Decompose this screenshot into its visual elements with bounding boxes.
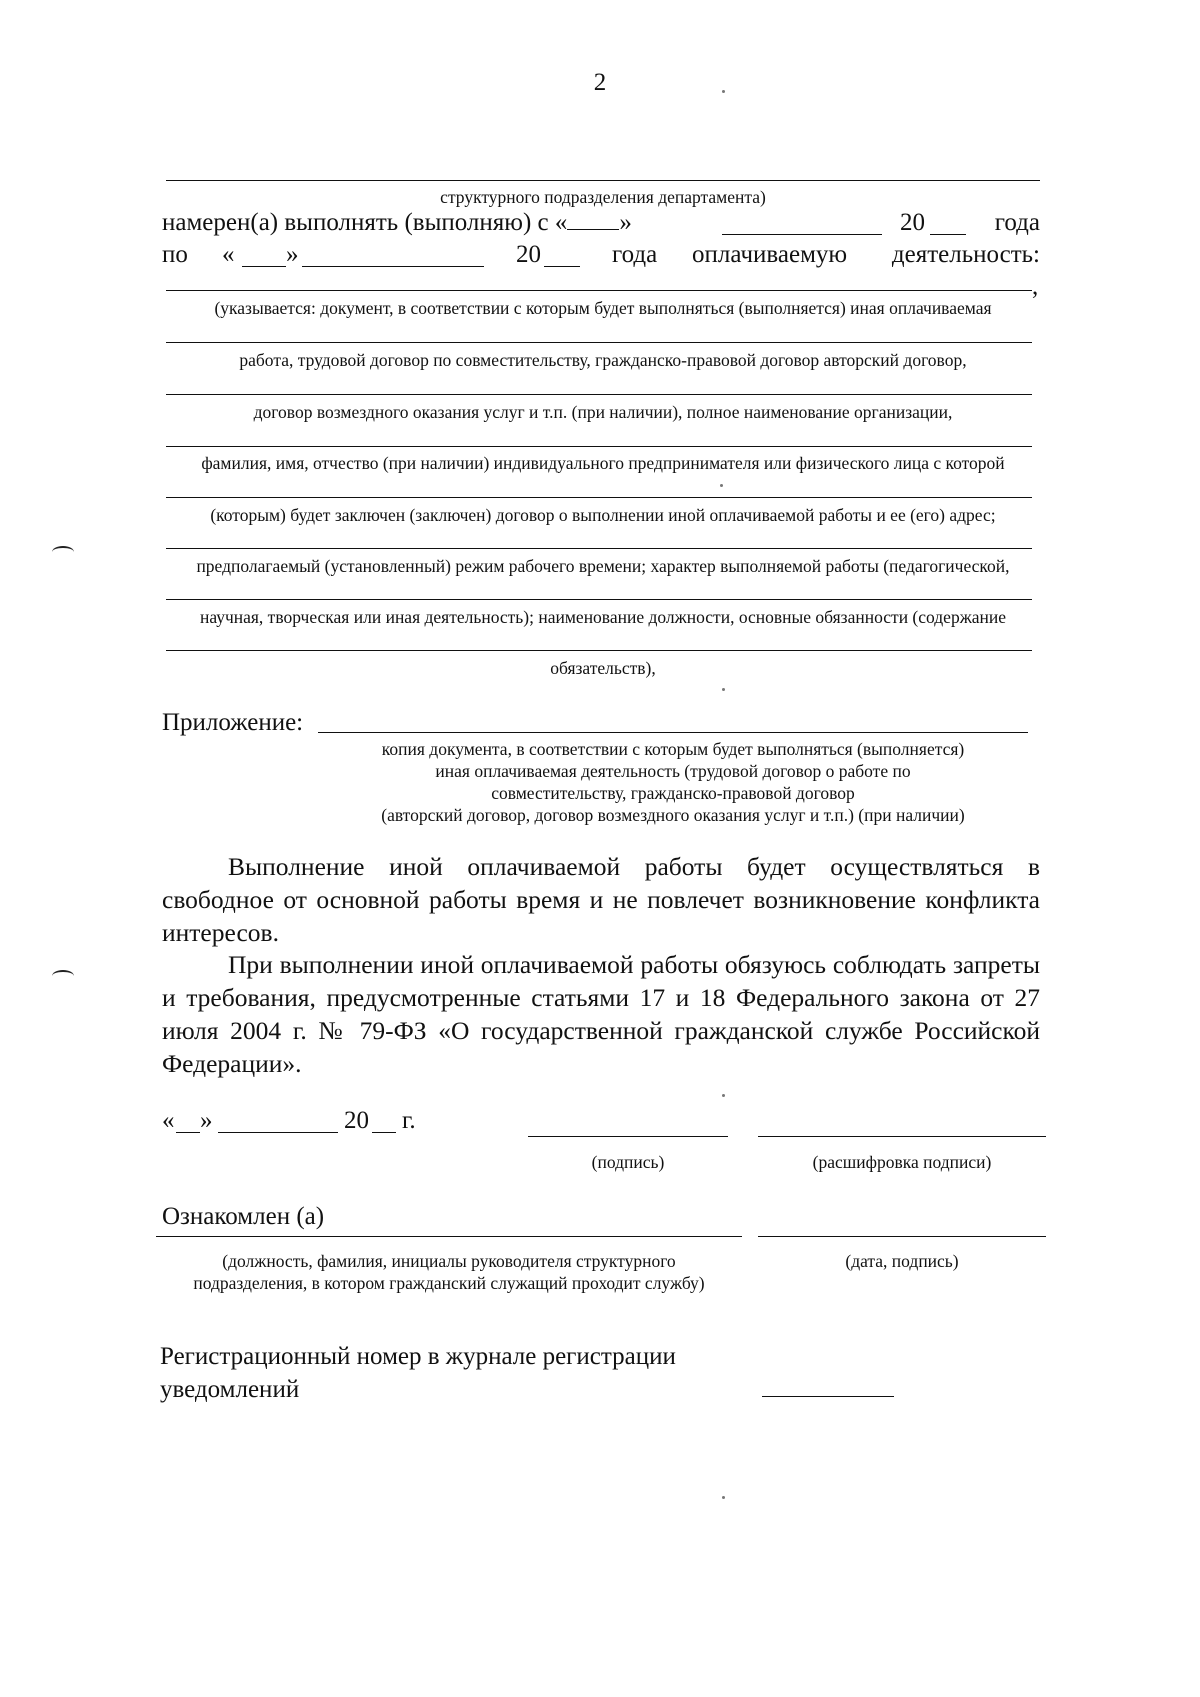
- acquainted-caption-right: (дата, подпись): [845, 1251, 959, 1271]
- signature-fill-line[interactable]: [528, 1136, 728, 1137]
- acquainted-fill-line[interactable]: [156, 1236, 742, 1237]
- activity-caption-8: обязательств),: [550, 658, 656, 678]
- end-month-field[interactable]: [302, 244, 484, 267]
- end-day-field[interactable]: [242, 244, 286, 267]
- end-year-prefix: 20: [516, 241, 541, 268]
- date-year-field[interactable]: [372, 1110, 396, 1133]
- activity-caption-4: фамилия, имя, отчество (при наличии) индивидуального предпринимателя или физического лица с которой: [201, 453, 1005, 473]
- end-day-open-quote: «: [222, 241, 235, 268]
- activity-fill-line-5[interactable]: [166, 497, 1032, 498]
- binder-hole-mark-top: [52, 546, 74, 558]
- attachment-caption-line-2: иная оплачиваемая деятельность (трудовой договор о работе по: [435, 761, 911, 781]
- attachment-caption: [318, 738, 1028, 826]
- attachment-caption-line-1: копия документа, в соответствии с которым будет выполняться (выполняется): [381, 739, 965, 759]
- activity-fill-line-2[interactable]: [166, 342, 1032, 343]
- start-year-word: года: [994, 209, 1040, 236]
- scan-speck: [722, 1094, 725, 1097]
- registration-label-line-1: Регистрационный номер в журнале регистрации: [160, 1343, 676, 1370]
- signature-caption: (подпись): [591, 1152, 665, 1172]
- start-year-field[interactable]: [930, 212, 966, 235]
- intent-line-1: [162, 206, 1040, 239]
- acquainted-label: Ознакомлен (а): [162, 1203, 325, 1230]
- end-year-field[interactable]: [544, 244, 580, 267]
- start-year-prefix: 20: [900, 209, 925, 236]
- registration-number-field[interactable]: [762, 1396, 894, 1397]
- scan-speck: [722, 688, 725, 691]
- scan-speck: [722, 1496, 725, 1499]
- intent-text: намерен(а) выполнять (выполняю) с «: [162, 209, 568, 236]
- activity-caption-6: предполагаемый (установленный) режим рабочего времени; характер выполняемой работы (педагогической,: [196, 556, 1010, 576]
- date-month-field[interactable]: [218, 1110, 338, 1133]
- activity-line-comma: ,: [1032, 273, 1039, 300]
- acquainted-date-fill-line[interactable]: [758, 1236, 1046, 1237]
- page-number: 2: [593, 69, 607, 96]
- start-day-field[interactable]: [567, 207, 619, 230]
- date-open-quote: «: [162, 1107, 175, 1134]
- activity-caption-5: (которым) будет заключен (заключен) договор о выполнении иной оплачиваемой работы и ее (его) адрес;: [210, 505, 996, 525]
- signature-decode-caption: (расшифровка подписи): [812, 1152, 992, 1172]
- activity-fill-line-4[interactable]: [166, 446, 1032, 447]
- date-line: [162, 1104, 462, 1137]
- activity-fill-line-6[interactable]: [166, 548, 1032, 549]
- start-day-close-quote: »: [619, 209, 632, 236]
- scan-speck: [720, 484, 723, 487]
- activity-fill-line-7[interactable]: [166, 599, 1032, 600]
- scan-speck: [722, 90, 725, 93]
- activity-word: деятельность:: [891, 241, 1040, 268]
- intent-line-2: [162, 238, 1040, 271]
- registration-label-line-2: уведомлений: [160, 1376, 300, 1403]
- end-day-close-quote: »: [286, 241, 299, 268]
- paragraph-no-conflict: Выполнение иной оплачиваемой работы будет осуществляться в свободное от основной работы время и не повлечет возникновение конфликта интересов.: [162, 852, 1040, 947]
- acquainted-caption-left: [156, 1250, 742, 1294]
- end-year-word: года: [612, 241, 658, 268]
- activity-fill-line-1[interactable]: [166, 290, 1032, 291]
- activity-caption-3: договор возмездного оказания услуг и т.п. (при наличии), полное наименование организации,: [253, 402, 953, 422]
- acquainted-caption-left-line-1: (должность, фамилия, инициалы руководителя структурного: [222, 1251, 676, 1271]
- paragraph-obligations: При выполнении иной оплачиваемой работы обязуюсь соблюдать запреты и требования, предусмотренные статьями 17 и 18 Федерального закона от 27 июля 2004 г. № 79-ФЗ «О государственной гражданской службе Российской Федерации».: [162, 950, 1040, 1078]
- attachment-label: Приложение:: [162, 709, 304, 736]
- department-caption: структурного подразделения департамента): [440, 187, 766, 207]
- activity-fill-line-8[interactable]: [166, 650, 1032, 651]
- date-year-suffix: г.: [402, 1107, 416, 1134]
- acquainted-caption-left-line-2: подразделения, в котором гражданский служащий проходит службу): [193, 1273, 705, 1293]
- date-year-prefix: 20: [344, 1107, 369, 1134]
- binder-hole-mark-bottom: [52, 970, 74, 982]
- paid-word: оплачиваемую: [692, 241, 848, 268]
- date-day-field[interactable]: [176, 1110, 200, 1133]
- attachment-caption-line-3: совместительству, гражданско-правовой договор: [491, 783, 855, 803]
- until-prefix: по: [162, 241, 188, 268]
- activity-caption-2: работа, трудовой договор по совместительству, гражданско-правовой договор авторский договор,: [239, 350, 967, 370]
- activity-caption-7: научная, творческая или иная деятельность); наименование должности, основные обязанности (содержание: [199, 607, 1007, 627]
- attachment-caption-line-4: (авторский договор, договор возмездного оказания услуг и т.п.) (при наличии): [381, 805, 965, 825]
- activity-caption-1: (указывается: документ, в соответствии с которым будет выполняться (выполняется) иная оплачиваемая: [214, 298, 992, 318]
- start-month-field[interactable]: [722, 212, 882, 235]
- registration-label: [160, 1340, 760, 1406]
- activity-fill-line-3[interactable]: [166, 394, 1032, 395]
- department-fill-line: [166, 180, 1040, 181]
- date-close-quote: »: [200, 1107, 213, 1134]
- signature-decode-fill-line[interactable]: [758, 1136, 1046, 1137]
- attachment-fill-line[interactable]: [318, 732, 1028, 733]
